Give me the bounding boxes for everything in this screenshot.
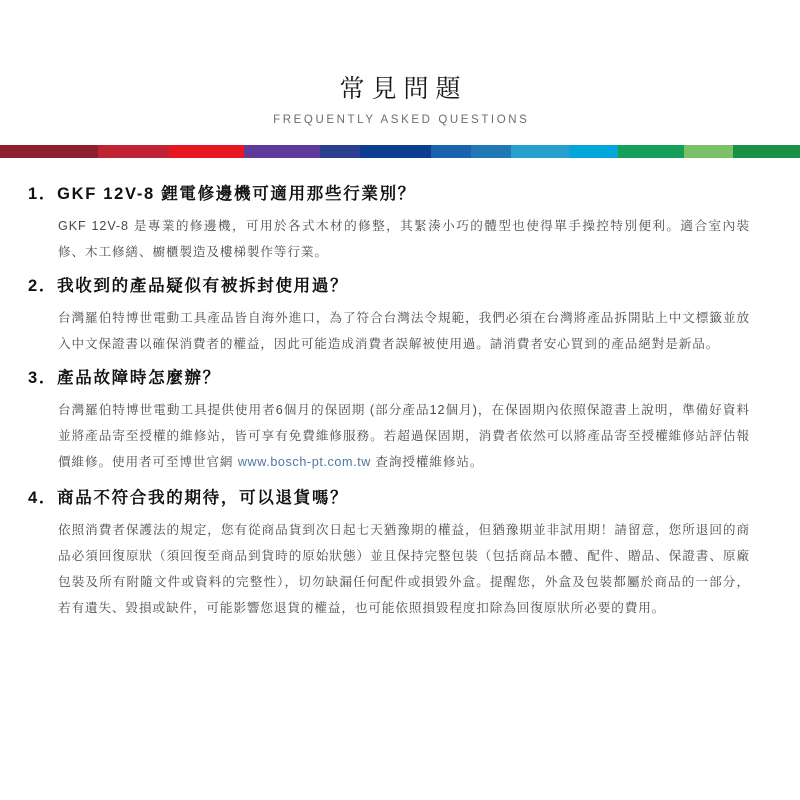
color-bar-segment-indigo-blue: [320, 145, 360, 158]
faq-answer-text-tail: 查詢授權維修站。: [371, 455, 484, 470]
faq-item: [28, 366, 772, 475]
faq-list: [0, 158, 800, 621]
faq-item: [28, 274, 772, 357]
color-bar-segment-medium-blue: [431, 145, 471, 158]
color-bar-segment-light-green: [684, 145, 733, 158]
faq-question: 1．GKF 12V-8 鋰電修邊機可適用那些行業別？: [28, 185, 416, 204]
faq-answer: [58, 213, 772, 265]
faq-answer: [58, 397, 772, 476]
color-bar-segment-dark-green: [733, 145, 800, 158]
color-bar-segment-bright-red: [169, 145, 245, 158]
color-bar-segment-green: [618, 145, 685, 158]
color-bar-segment-dark-maroon: [0, 145, 98, 158]
color-bar-segment-cyan-blue: [569, 145, 618, 158]
brand-color-bar: [0, 145, 800, 158]
page-subtitle: FREQUENTLY ASKED QUESTIONS: [273, 114, 530, 127]
color-bar-segment-sky-blue: [511, 145, 569, 158]
bosch-website-link[interactable]: www.bosch-pt.com.tw: [237, 455, 372, 470]
faq-answer-text: 台灣羅伯特博世電動工具提供使用者6個月的保固期 (部分產品12個月)，在保固期內依照保證書上說明，準備好資料並將產品寄至授權的維修站，皆可享有免費維修服務。若超過保固期，消費者依然可以將產品寄至授權維修站評估報價維修。使用者可至博世官網: [58, 402, 750, 470]
faq-answer-text: 台灣羅伯特博世電動工具產品皆自海外進口，為了符合台灣法令規範，我們必須在台灣將產品拆開貼上中文標籤並放入中文保證書以確保消費者的權益，因此可能造成消費者誤解被使用過。請消費者安心買到的產品絕對是新品。: [58, 310, 750, 351]
faq-answer: [58, 305, 772, 357]
faq-answer-text: GKF 12V-8 是專業的修邊機，可用於各式木材的修整，其緊湊小巧的體型也使得單手操控特別便利。適合室內裝修、木工修繕、櫥櫃製造及樓梯製作等行業。: [58, 218, 750, 259]
color-bar-segment-steel-blue: [471, 145, 511, 158]
faq-item: [28, 182, 772, 265]
page-title: 常見問題: [339, 75, 468, 103]
faq-question: 3．產品故障時怎麼辦？: [28, 369, 221, 388]
color-bar-segment-navy-blue: [360, 145, 431, 158]
faq-answer: [58, 517, 772, 622]
faq-item: [28, 486, 772, 621]
faq-question: 4．商品不符合我的期待，可以退貨嗎？: [28, 489, 349, 508]
faq-question: 2．我收到的產品疑似有被拆封使用過？: [28, 277, 349, 296]
faq-answer-text: 依照消費者保護法的規定，您有從商品貨到次日起七天猶豫期的權益，但猶豫期並非試用期！請留意，您所退回的商品必須回復原狀（須回復至商品到貨時的原始狀態）並且保持完整包裝（包括商品本體、配件、贈品、保證書、原廠包裝及所有附隨文件或資料的完整性），切勿缺漏任何配件或損毀外盒。提醒您，外盒及包裝都屬於商品的一部分，若有遺失、毀損或缺件，可能影響您退貨的權益，也可能依照損毀程度扣除為回復原狀所必要的費用。: [58, 522, 750, 616]
color-bar-segment-purple: [244, 145, 320, 158]
page-header: [0, 0, 800, 126]
color-bar-segment-crimson: [98, 145, 169, 158]
